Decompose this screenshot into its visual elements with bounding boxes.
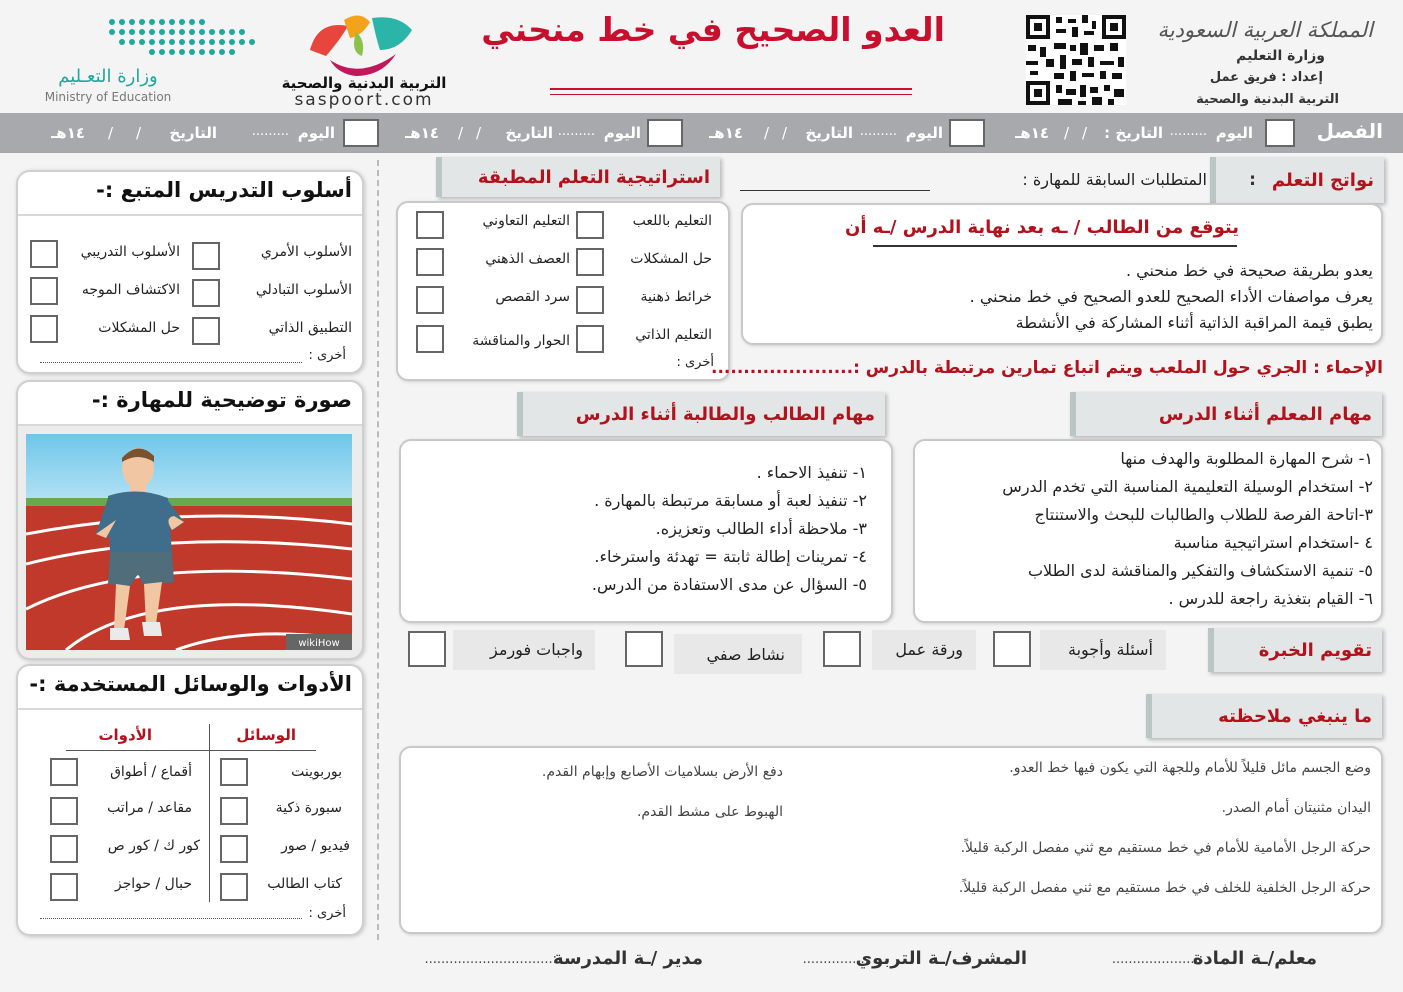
date-label-1: التاريخ :: [1104, 124, 1163, 142]
day-label-4: اليوم: [297, 124, 335, 142]
class-checkbox[interactable]: [1265, 119, 1295, 147]
slash-4b: /: [107, 124, 113, 142]
means-item: سبورة ذكية: [275, 800, 342, 816]
ministry-text: وزارة التعليم: [1236, 48, 1325, 64]
day-label-2: اليوم: [905, 124, 943, 142]
teaching-style-item: الاكتشاف الموجه: [81, 282, 180, 298]
outcomes-box: [741, 203, 1383, 345]
prereq-label: المتطلبات السابقة للمهارة :: [1022, 170, 1207, 189]
eval-option-label: واجبات فورمز: [490, 640, 583, 659]
class-label: الفصل: [1316, 119, 1383, 143]
strategy-checkbox[interactable]: [416, 325, 444, 353]
teaching-style-checkbox[interactable]: [192, 279, 220, 307]
teaching-style-title: أسلوب التدريس المتبع :-: [96, 178, 352, 202]
outcomes-colon: :: [1249, 170, 1256, 190]
means-checkbox[interactable]: [220, 758, 248, 786]
eval-option-label: نشاط صفي: [706, 645, 785, 664]
year-1: ١٤هـ: [1015, 124, 1049, 142]
teacher-signature-label: معلم/ـة المادة: [1192, 948, 1317, 969]
tools-checkbox[interactable]: [50, 797, 78, 825]
skill-image-title: صورة توضيحية للمهارة :-: [91, 388, 352, 412]
means-header: الوسائل: [236, 726, 296, 744]
strategy-item: سرد القصص: [495, 289, 570, 305]
teacher-tasks-tab: [1070, 392, 1382, 436]
teaching-style-item: حل المشكلات: [98, 320, 180, 336]
day-dots-3: .........: [557, 124, 595, 139]
title-underline-2: [550, 94, 912, 95]
strategies-box: [396, 201, 730, 381]
moe-text-ar: وزارة التعـليم: [58, 66, 158, 87]
means-item: كتاب الطالب: [267, 876, 342, 892]
slash-3b: /: [457, 124, 463, 142]
supervisor-signature-dots[interactable]: :...............: [802, 952, 869, 967]
image-watermark: wikiHow: [298, 638, 340, 649]
student-task-item: ٢- تنفيذ لعبة أو مسابقة مرتبطة بالمهارة .: [594, 491, 867, 510]
tools-item: كور ك / كور ص: [107, 838, 200, 854]
tools-other: أخرى :: [308, 906, 346, 921]
column-divider: [377, 160, 379, 940]
strategies-tab: [436, 157, 720, 197]
day-checkbox-3[interactable]: [343, 119, 379, 147]
means-item: فيديو / صور: [281, 838, 350, 854]
footer: [0, 940, 1403, 992]
tools-col-divider: [209, 724, 210, 902]
strategy-checkbox[interactable]: [416, 211, 444, 239]
notes-title: ما ينبغي ملاحظته: [1218, 705, 1372, 727]
year-3: ١٤هـ: [405, 124, 439, 142]
teacher-task-item: ٦- القيام بتغذية راجعة للدرس .: [1168, 589, 1373, 608]
prepared-by-text: إعداد : فريق عمل: [1209, 70, 1323, 85]
page-title: العدو الصحيح في خط منحني: [481, 10, 945, 49]
pe-logo-icon: [300, 10, 420, 80]
strategy-checkbox[interactable]: [416, 286, 444, 314]
outcome-item: يعدو بطريقة صحيحة في خط منحني .: [1125, 261, 1373, 280]
year-2: ١٤هـ: [709, 124, 743, 142]
student-task-item: ٥- السؤال عن مدى الاستفادة من الدرس.: [591, 575, 867, 594]
principal-signature-dots[interactable]: :...............................: [424, 952, 557, 967]
teacher-tasks-box: [913, 439, 1383, 623]
teaching-style-item: الأسلوب الأمري: [260, 244, 352, 260]
day-dots-2: .........: [859, 124, 897, 139]
strategy-checkbox[interactable]: [416, 248, 444, 276]
outcomes-tab: [1210, 157, 1384, 203]
student-task-item: ٤- تمرينات إطالة ثابتة = تهدئة واسترخاء.: [594, 547, 867, 566]
strategy-item: التعليم باللعب: [632, 213, 712, 229]
eval-checkbox[interactable]: [408, 631, 446, 667]
logo-text-ar: التربية البدنية والصحية: [281, 74, 447, 92]
logo-site: saspoort.com: [294, 90, 434, 110]
teacher-tasks-title: مهام المعلم أثناء الدرس: [1158, 403, 1372, 425]
teacher-task-item: ٤ -استخدام استراتيجية مناسبة: [1173, 533, 1373, 552]
supervisor-signature-label: المشرف/ـة التربوي: [855, 948, 1027, 969]
means-item: بوربوينت: [291, 764, 342, 780]
note-item: وضع الجسم مائل قليلاً للأمام وللجهة التي يكون فيها خط العدو.: [1009, 760, 1371, 776]
year-4: ١٤هـ: [51, 124, 85, 142]
date-label-3: التاريخ: [505, 124, 553, 142]
teaching-style-item: الأسلوب التدريبي: [80, 244, 180, 260]
day-label-1: اليوم: [1215, 124, 1253, 142]
student-tasks-title: مهام الطالب والطالبة أثناء الدرس: [575, 403, 875, 425]
day-checkbox-2[interactable]: [647, 119, 683, 147]
skill-image: [26, 434, 352, 650]
date-bar: [0, 113, 1403, 153]
strategy-item: التعليم الذاتي: [635, 327, 712, 343]
slash-2b: /: [763, 124, 769, 142]
day-dots-4: .........: [251, 124, 289, 139]
note-item: دفع الأرض بسلاميات الأصابع وإبهام القدم.: [541, 764, 783, 780]
day-label-3: اليوم: [603, 124, 641, 142]
skill-image-panel: [16, 380, 364, 660]
tools-other-line[interactable]: [40, 918, 302, 919]
teaching-style-other-line[interactable]: [40, 362, 302, 363]
student-task-item: ٣- ملاحظة أداء الطالب وتعزيزه.: [655, 519, 867, 538]
teaching-style-panel: [16, 170, 364, 374]
slash-2a: /: [781, 124, 787, 142]
tools-checkbox[interactable]: [50, 835, 78, 863]
student-tasks-box: [399, 439, 893, 623]
teaching-style-item: التطبيق الذاتي: [268, 320, 352, 336]
tools-panel: [16, 664, 364, 936]
strategy-item: خرائط ذهنية: [640, 289, 712, 305]
outcomes-expect-underline: [873, 245, 1237, 247]
day-checkbox-1[interactable]: [949, 119, 985, 147]
moe-text-en: Ministry of Education: [44, 90, 172, 104]
note-item: حركة الرجل الأمامية للأمام في خط مستقيم مع ثني مفصل الركبة قليلاً.: [960, 840, 1371, 856]
tools-item: مقاعد / مراتب: [107, 800, 192, 816]
means-checkbox[interactable]: [220, 835, 248, 863]
kingdom-text: المملكة العربية السعودية: [1157, 18, 1373, 42]
outcome-item: يطبق قيمة المراقبة الذاتية أثناء المشاركة في الأنشطة: [1015, 313, 1373, 332]
tools-checkbox[interactable]: [50, 873, 78, 901]
date-label-2: التاريخ: [805, 124, 853, 142]
teacher-task-item: ٣-اتاحة الفرصة للطلاب والطالبات للبحث والاستنتاج: [1034, 505, 1373, 524]
slash-1b: /: [1063, 124, 1069, 142]
teacher-task-item: ٢- استخدام الوسيلة التعليمية المناسبة التي تخدم الدرس: [1002, 477, 1373, 496]
evaluation-tab: [1208, 628, 1382, 672]
outcomes-label: نواتج التعلم: [1271, 169, 1374, 191]
header: [0, 0, 1403, 112]
tools-header-label: الأدوات: [98, 726, 152, 744]
tools-checkbox[interactable]: [50, 758, 78, 786]
slash-4a: /: [135, 124, 141, 142]
evaluation-title: تقويم الخبرة: [1258, 639, 1372, 661]
prereq-input-line[interactable]: [740, 190, 930, 191]
date-label-4: التاريخ: [169, 124, 217, 142]
note-item: الهبوط على مشط القدم.: [636, 804, 783, 820]
teacher-task-item: ٥- تنمية الاستكشاف والتفكير والمناقشة لدى الطلاب: [1027, 561, 1373, 580]
eval-option-label: ورقة عمل: [895, 640, 963, 659]
teaching-style-checkbox[interactable]: [192, 242, 220, 270]
strategies-title: استراتيجية التعلم المطبقة: [477, 166, 710, 188]
note-item: اليدان مثنيتان أمام الصدر.: [1221, 800, 1371, 816]
teaching-style-checkbox[interactable]: [30, 277, 58, 305]
means-checkbox[interactable]: [220, 873, 248, 901]
teaching-style-checkbox[interactable]: [30, 315, 58, 343]
warmup-text: الإحماء : الجري حول الملعب ويتم اتباع تمارين مرتبطة بالدرس :......................: [711, 358, 1383, 378]
dept-text: التربية البدنية والصحية: [1196, 92, 1339, 107]
eval-checkbox[interactable]: [823, 631, 861, 667]
eval-checkbox[interactable]: [625, 631, 663, 667]
qr-code-icon: [1026, 15, 1126, 105]
day-dots-1: .........: [1169, 124, 1207, 139]
strategy-checkbox[interactable]: [576, 248, 604, 276]
outcomes-expect: يتوقع من الطالب / ـه بعد نهاية الدرس /ـه أن: [845, 217, 1239, 238]
slash-3a: /: [475, 124, 481, 142]
teacher-task-item: ١- شرح المهارة المطلوبة والهدف منها: [1120, 449, 1373, 468]
moe-logo-icon: [100, 16, 270, 64]
slash-1a: /: [1081, 124, 1087, 142]
teaching-style-checkbox[interactable]: [192, 317, 220, 345]
teacher-signature-dots[interactable]: :.....................: [1111, 952, 1203, 967]
strategy-checkbox[interactable]: [576, 325, 604, 353]
principal-signature-label: مدير /ـة المدرسة: [552, 948, 703, 969]
notes-tab: [1146, 694, 1382, 738]
teaching-style-other: أخرى :: [308, 348, 346, 363]
title-underline: [550, 88, 912, 90]
tools-item: أقماع / أطواق: [110, 764, 192, 780]
eval-checkbox[interactable]: [993, 631, 1031, 667]
tools-item: حبال / حواجز: [114, 876, 192, 892]
student-task-item: ١- تنفيذ الاحماء .: [756, 463, 867, 482]
teaching-style-item: الأسلوب التبادلي: [255, 282, 352, 298]
outcome-item: يعرف مواصفات الأداء الصحيح للعدو الصحيح في خط منحني .: [969, 287, 1373, 306]
notes-box: [399, 746, 1383, 934]
tools-header-line: [66, 750, 316, 751]
student-tasks-tab: [517, 392, 885, 436]
strategy-item: التعليم التعاوني: [482, 213, 570, 229]
strategy-item: العصف الذهني: [485, 251, 570, 267]
means-checkbox[interactable]: [220, 797, 248, 825]
strategies-other: أخرى :: [676, 355, 714, 370]
eval-option-label: أسئلة وأجوبة: [1068, 640, 1153, 659]
strategy-checkbox[interactable]: [576, 286, 604, 314]
strategy-item: حل المشكلات: [630, 251, 712, 267]
strategy-item: الحوار والمناقشة: [472, 333, 570, 349]
tools-title: الأدوات والوسائل المستخدمة :-: [29, 672, 352, 696]
teaching-style-checkbox[interactable]: [30, 240, 58, 268]
note-item: حركة الرجل الخلفية للخلف في خط مستقيم مع ثني مفصل الركبة قليلاً.: [958, 880, 1371, 896]
strategy-checkbox[interactable]: [576, 211, 604, 239]
